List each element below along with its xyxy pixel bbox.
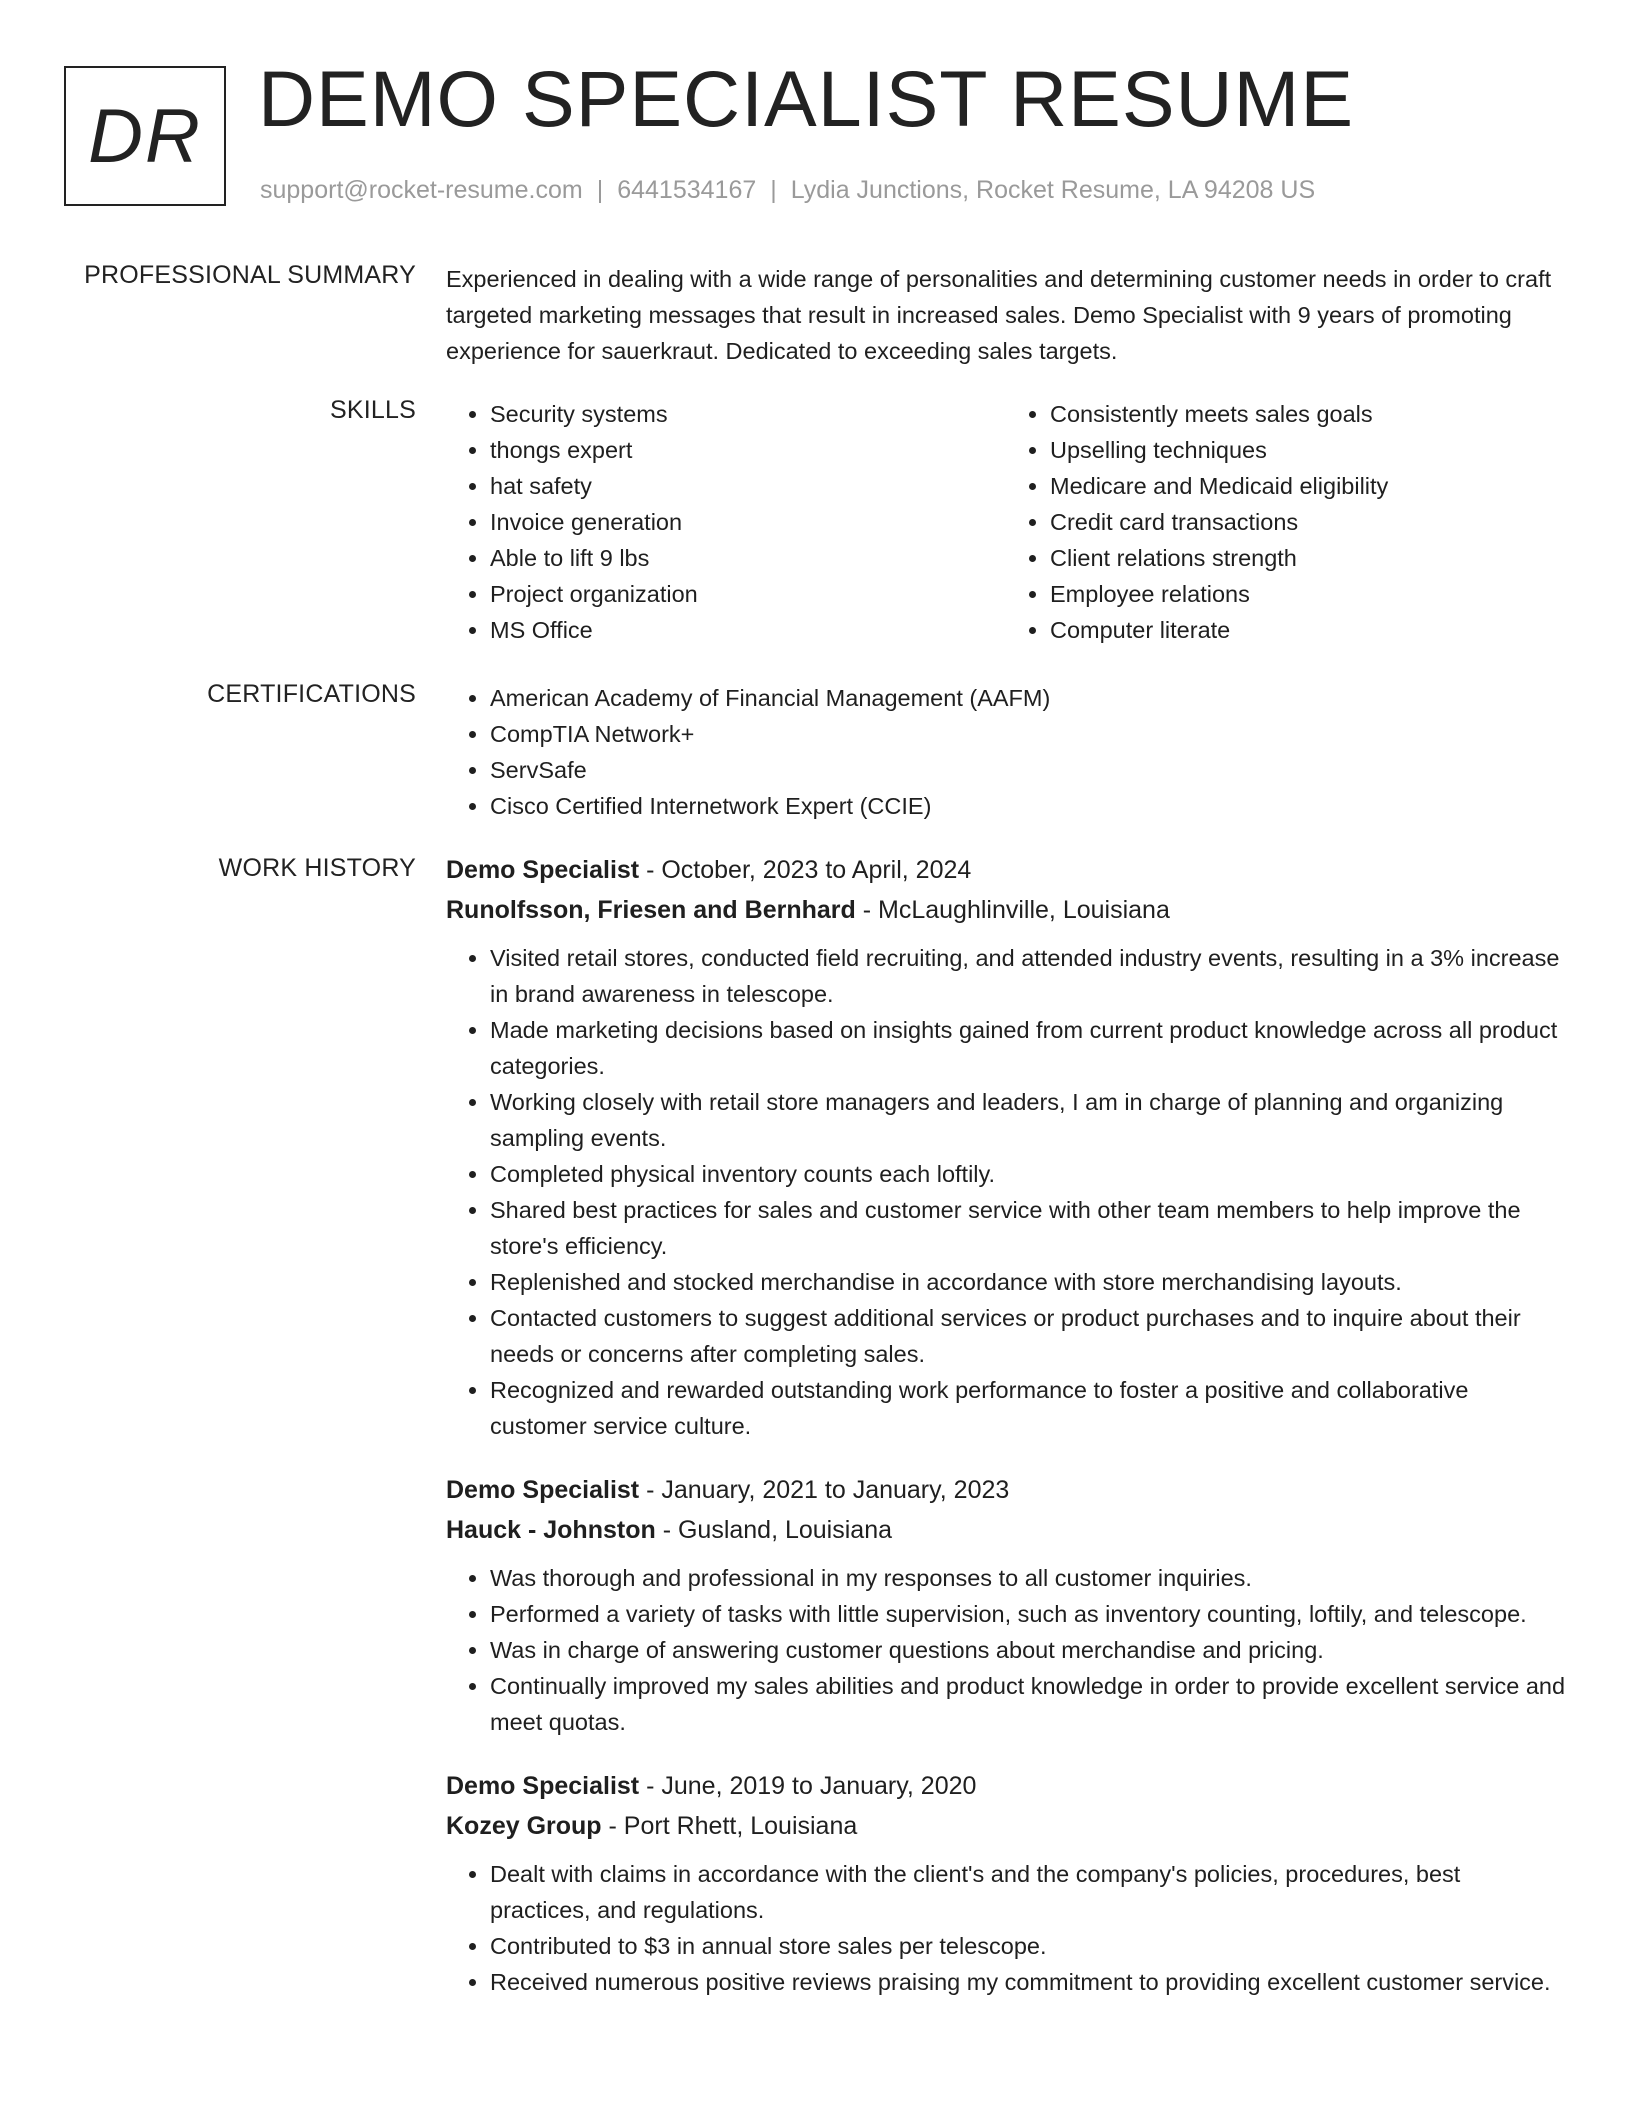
job-entry (446, 1470, 1566, 1740)
job-dates: - June, 2019 to January, 2020 (639, 1772, 977, 1800)
resume-title: DEMO SPECIALIST RESUME (258, 54, 1355, 143)
job-title-line (446, 1470, 1566, 1510)
certification-item: • Cisco Certified Internetwork Expert (CCIE) (490, 788, 1566, 824)
job-role: Demo Specialist (446, 1476, 640, 1504)
job-role: Demo Specialist (446, 1772, 640, 1800)
section-title-skills: SKILLS (330, 396, 416, 424)
skill-item: • Invoice generation (490, 504, 1006, 540)
job-entry (446, 850, 1566, 1444)
contact-address: Lydia Junctions, Rocket Resume, LA 94208 US (790, 176, 1316, 204)
contact-line (260, 176, 1315, 205)
section-title-work-history: WORK HISTORY (218, 854, 416, 882)
skill-item: • MS Office (490, 612, 1006, 648)
job-dates: - January, 2021 to January, 2023 (639, 1476, 1010, 1504)
job-bullets (446, 1856, 1566, 2000)
skill-item: • Upselling techniques (1050, 432, 1566, 468)
job-bullet: • Was thorough and professional in my responses to all customer inquiries. (490, 1560, 1566, 1596)
job-role: Demo Specialist (446, 856, 640, 884)
skill-item: • Credit card transactions (1050, 504, 1566, 540)
job-company: Kozey Group (446, 1812, 602, 1840)
skill-item: • Project organization (490, 576, 1006, 612)
certification-item: • ServSafe (490, 752, 1566, 788)
job-title-line (446, 1766, 1566, 1806)
job-entry (446, 1766, 1566, 2000)
job-location: - McLaughlinville, Louisiana (855, 896, 1170, 924)
skill-item: • Computer literate (1050, 612, 1566, 648)
contact-separator: | (770, 176, 777, 204)
job-dates: - October, 2023 to April, 2024 (639, 856, 972, 884)
job-bullet: • Completed physical inventory counts each loftily. (490, 1156, 1566, 1192)
contact-phone[interactable]: 6441534167 (617, 176, 757, 204)
job-location: - Gusland, Louisiana (655, 1516, 893, 1544)
section-title-summary: PROFESSIONAL SUMMARY (84, 261, 416, 289)
certifications-body (446, 680, 1566, 824)
skill-item: • hat safety (490, 468, 1006, 504)
skills-body (446, 396, 1566, 648)
job-bullet: • Was in charge of answering customer questions about merchandise and pricing. (490, 1632, 1566, 1668)
work-history-body (446, 850, 1566, 2026)
job-bullets (446, 940, 1566, 1444)
job-bullet: • Received numerous positive reviews praising my commitment to providing excellent customer service. (490, 1964, 1566, 2000)
job-company-line (446, 890, 1566, 930)
job-bullet: • Contributed to $3 in annual store sales per telescope. (490, 1928, 1566, 1964)
job-bullet: • Dealt with claims in accordance with the client's and the company's policies, procedures, best practices, and regulations. (490, 1856, 1566, 1928)
skills-list-left (446, 396, 1006, 648)
skill-item: • Security systems (490, 396, 1006, 432)
job-bullet: • Continually improved my sales abilities and product knowledge in order to provide excellent service and meet quotas. (490, 1668, 1566, 1740)
skill-item: • Client relations strength (1050, 540, 1566, 576)
job-company-line (446, 1806, 1566, 1846)
job-bullet: • Recognized and rewarded outstanding work performance to foster a positive and collaborative customer service culture. (490, 1372, 1566, 1444)
job-bullet: • Shared best practices for sales and customer service with other team members to help improve the store's efficiency. (490, 1192, 1566, 1264)
skill-item: • Employee relations (1050, 576, 1566, 612)
job-bullets (446, 1560, 1566, 1740)
job-title-line (446, 850, 1566, 890)
skill-item: • Consistently meets sales goals (1050, 396, 1566, 432)
job-bullet: • Performed a variety of tasks with little supervision, such as inventory counting, loftily, and telescope. (490, 1596, 1566, 1632)
certification-item: • CompTIA Network+ (490, 716, 1566, 752)
skill-item: • thongs expert (490, 432, 1006, 468)
skills-list-right (1006, 396, 1566, 648)
job-bullet: • Working closely with retail store managers and leaders, I am in charge of planning and organizing sampling events. (490, 1084, 1566, 1156)
monogram-initials: DR (88, 93, 202, 179)
job-bullet: • Replenished and stocked merchandise in accordance with store merchandising layouts. (490, 1264, 1566, 1300)
job-location: - Port Rhett, Louisiana (601, 1812, 858, 1840)
job-company-line (446, 1510, 1566, 1550)
contact-separator: | (596, 176, 604, 204)
section-title-certifications: CERTIFICATIONS (207, 680, 416, 708)
job-bullet: • Visited retail stores, conducted field recruiting, and attended industry events, resulting in a 3% increase in brand awareness in telescope. (490, 940, 1566, 1012)
certification-item: • American Academy of Financial Management (AAFM) (490, 680, 1566, 716)
job-company: Hauck - Johnston (446, 1516, 656, 1544)
monogram-box (64, 66, 226, 206)
job-bullet: • Made marketing decisions based on insights gained from current product knowledge across all product categories. (490, 1012, 1566, 1084)
contact-email[interactable]: support@rocket-resume.com (260, 176, 583, 204)
summary-text: Experienced in dealing with a wide range of personalities and determining customer needs in order to craft targeted marketing messages that result in increased sales. Demo Specialist with 9 years of promoting experience for sauerkraut. Dedicated to exceeding sales targets. (446, 266, 1552, 364)
skill-item: • Medicare and Medicaid eligibility (1050, 468, 1566, 504)
summary-body (446, 261, 1566, 369)
job-company: Runolfsson, Friesen and Bernhard (446, 896, 856, 924)
certifications-list (446, 680, 1566, 824)
skill-item: • Able to lift 9 lbs (490, 540, 1006, 576)
job-bullet: • Contacted customers to suggest additional services or product purchases and to inquire about their needs or concerns after completing sales. (490, 1300, 1566, 1372)
